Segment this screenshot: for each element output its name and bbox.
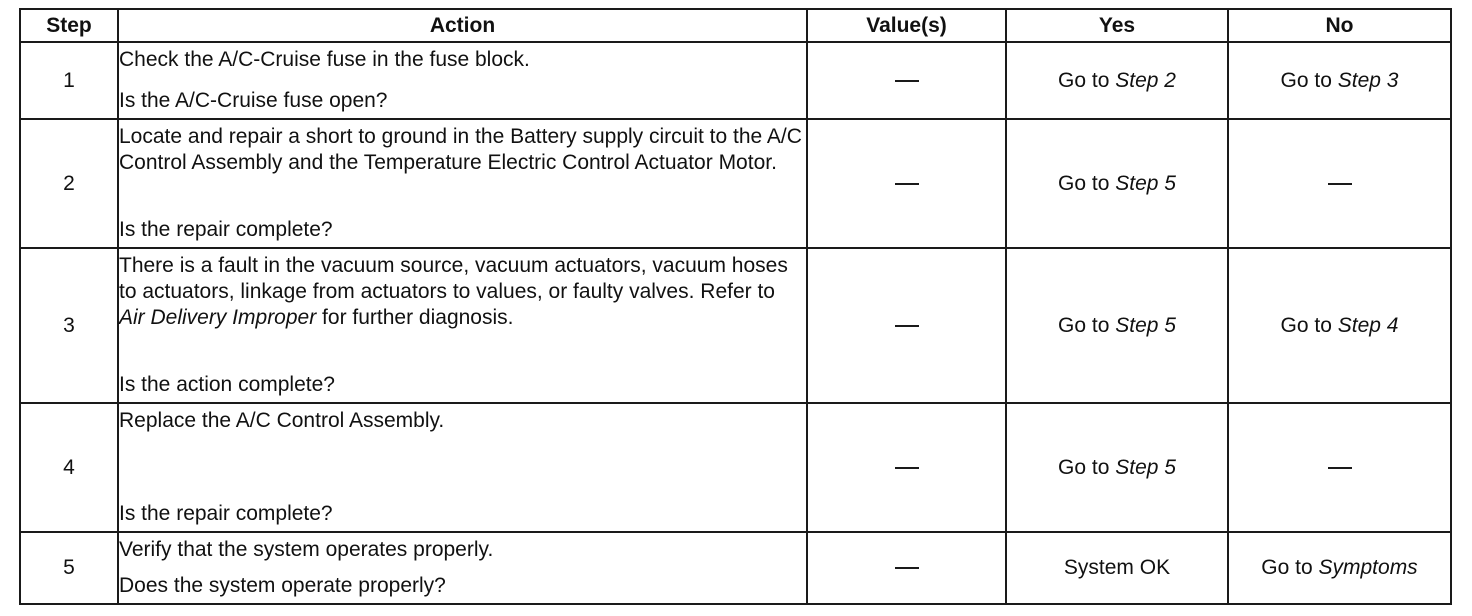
value-cell [807,403,1006,532]
yes-cell [1006,248,1228,403]
no-cell [1228,532,1451,604]
yes-prefix: Go to [1058,68,1116,92]
action-question: Is the repair complete? [119,502,333,525]
no-prefix: Go to [1280,313,1338,337]
table-row [20,42,1451,119]
action-text: Check the A/C-Cruise fuse in the fuse block. [119,48,530,71]
diagnostic-table [19,8,1452,605]
no-target-link[interactable]: Symptoms [1318,556,1418,579]
dash-mark [895,325,919,327]
action-cell [118,119,807,248]
step-number: 2 [20,119,118,248]
dash-mark [895,567,919,569]
dash-mark [895,183,919,185]
yes-prefix: Go to [1058,171,1116,195]
no-cell [1228,119,1451,248]
yes-target-link[interactable]: Step 2 [1115,68,1176,92]
dash-mark [895,80,919,82]
step-number: 4 [20,403,118,532]
action-question: Is the action complete? [119,373,335,396]
table-row [20,532,1451,604]
value-cell [807,532,1006,604]
no-target-link[interactable]: Step 4 [1337,313,1399,337]
action-text: Replace the A/C Control Assembly. [119,409,445,432]
no-prefix: Go to [1280,68,1338,92]
no-cell [1228,403,1451,532]
table-row [20,119,1451,248]
yes-cell [1006,42,1228,119]
dash-mark [1328,183,1352,185]
action-text-after: for further diagnosis. [316,306,514,329]
action-question: Is the repair complete? [119,218,333,241]
action-cell [118,403,807,532]
header-yes: Yes [1006,9,1228,42]
action-question: Is the A/C-Cruise fuse open? [119,89,388,112]
yes-cell [1006,532,1228,604]
no-target-link[interactable]: Step 3 [1337,68,1399,92]
yes-cell [1006,403,1228,532]
header-no: No [1228,9,1451,42]
step-number: 3 [20,248,118,403]
yes-target-link[interactable]: Step 5 [1115,455,1176,479]
yes-result: System OK [1063,556,1171,579]
header-step: Step [20,9,118,42]
action-text: Verify that the system operates properly. [119,538,494,561]
yes-prefix: Go to [1058,455,1116,479]
yes-cell [1006,119,1228,248]
no-cell [1228,42,1451,119]
table-row [20,248,1451,403]
table-row [20,403,1451,532]
header-values: Value(s) [807,9,1006,42]
yes-prefix: Go to [1058,313,1116,337]
value-cell [807,42,1006,119]
yes-target-link[interactable]: Step 5 [1115,313,1176,337]
action-text [119,249,806,331]
action-cell [118,532,807,604]
action-text-before: There is a fault in the vacuum source, vacuum actuators, vacuum hoses to actuators, linkage from actuators to values, or faulty valves. Refer to [119,254,794,303]
header-row [20,9,1451,42]
action-reference-link[interactable]: Air Delivery Improper [119,306,317,329]
no-prefix: Go to [1261,556,1319,579]
value-cell [807,119,1006,248]
header-action: Action [118,9,807,42]
action-question: Does the system operate properly? [119,574,446,597]
value-cell [807,248,1006,403]
dash-mark [895,467,919,469]
action-cell [118,248,807,403]
no-cell [1228,248,1451,403]
step-number: 5 [20,532,118,604]
dash-mark [1328,467,1352,469]
action-cell [118,42,807,119]
action-text: Locate and repair a short to ground in the Battery supply circuit to the A/C Control Assembly and the Temperature Electric Control Actuator Motor. [119,125,802,174]
yes-target-link[interactable]: Step 5 [1115,171,1176,195]
step-number: 1 [20,42,118,119]
